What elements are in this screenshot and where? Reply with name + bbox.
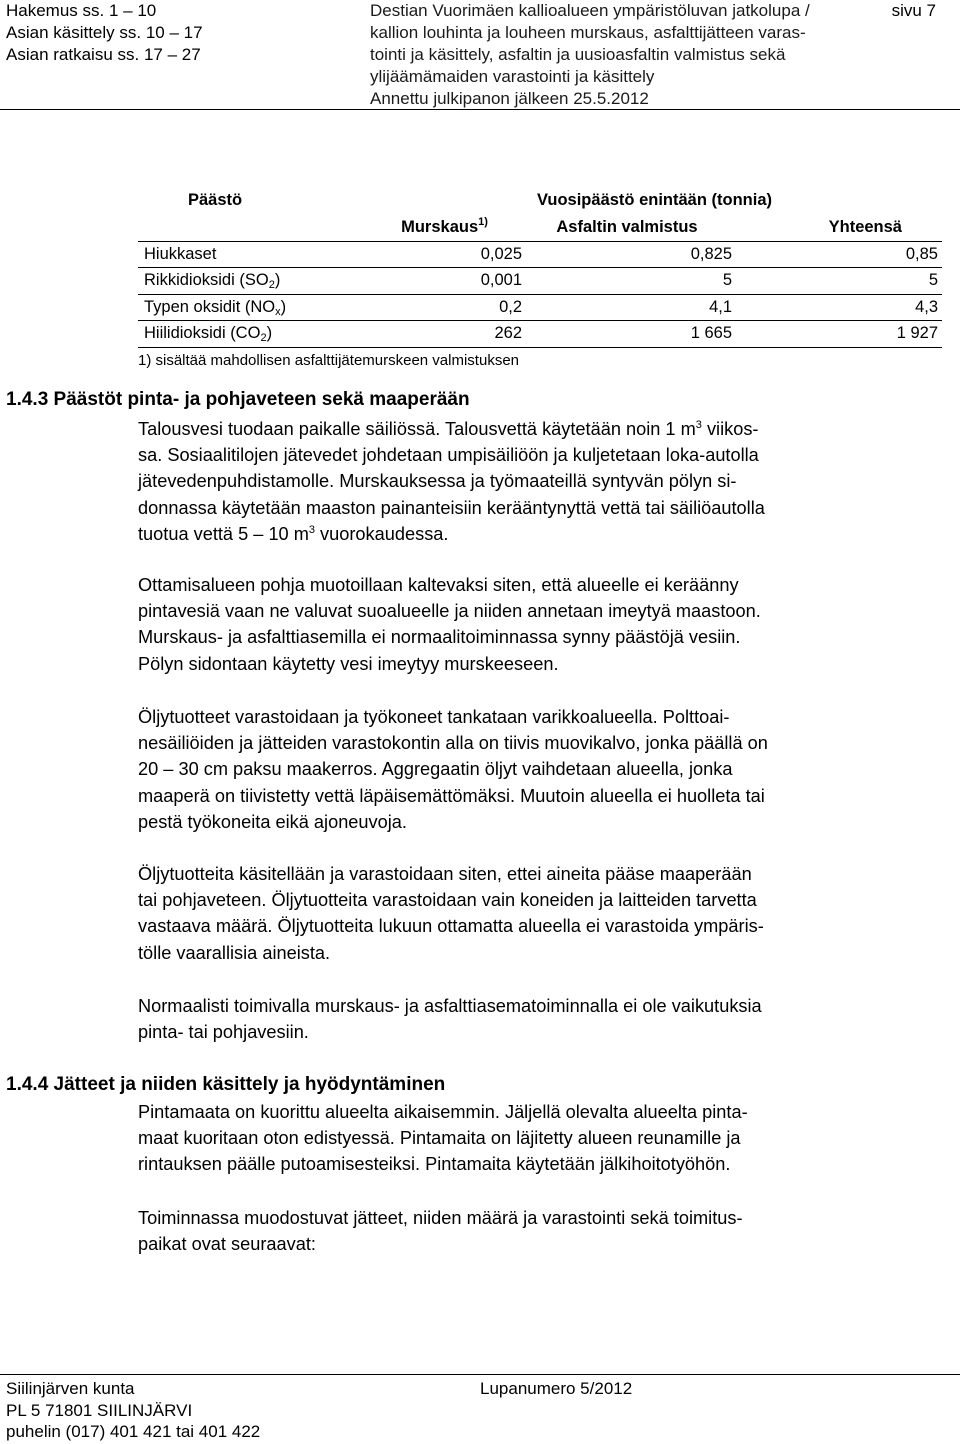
header-document-title: [370, 0, 880, 110]
footer-line: PL 5 71801 SIILINJÄRVI: [6, 1400, 193, 1420]
header-title-line: kallion louhinta ja louheen murskaus, asfalttijätteen varas-: [370, 23, 806, 42]
text-line: donnassa käytetään maaston painanteisiin kerääntynyttä vettä tai säiliöautolla: [138, 497, 765, 518]
text-line: 20 – 30 cm paksu maakerros. Aggregaatin öljyt vaihdetaan alueella, jonka: [138, 759, 733, 780]
pollutant-label-end: ): [280, 297, 287, 316]
text-line: nesäiliöiden ja jätteiden varastokontin alla on tiivis muovikalvo, jonka päällä on: [138, 733, 768, 754]
text-line: Öljytuotteet varastoidaan ja työkoneet tankataan varikkoalueella. Polttoai-: [138, 707, 730, 727]
footer-line: Siilinjärven kunta: [6, 1379, 135, 1398]
formula-subscript: x: [275, 305, 281, 318]
page-number: sivu 7: [891, 1, 936, 20]
formula-subscript: 2: [260, 332, 267, 344]
paragraph-surface-runoff: [138, 572, 938, 677]
paragraph-oil-storage: [138, 704, 938, 835]
crushing-value: 0,001: [367, 268, 522, 295]
table-row: [138, 321, 942, 348]
text-line: jätevedenpuhdistamolle. Murskauksessa ja työmaateillä syntyvän pölyn si-: [138, 471, 737, 492]
formula-subscript: 2: [268, 279, 275, 291]
table-subheader-row: [138, 215, 942, 241]
table-row: [138, 268, 942, 295]
col-group-header: Vuosipäästö enintään (tonnia): [537, 191, 772, 209]
unit-superscript: 3: [695, 419, 702, 431]
text-line: paikat ovat seuraavat:: [138, 1234, 316, 1255]
header-index-line: Asian käsittely ss. 10 – 17: [6, 23, 203, 42]
table-footnote: 1) sisältää mahdollisen asfalttijätemurskeen valmistuksen: [138, 351, 520, 369]
text-line: rintauksen päälle putoamisesteiksi. Pintamaita käytetään jälkihoitotyöhön.: [138, 1154, 731, 1175]
total-value: 1 927: [732, 321, 942, 348]
table-header-row: [138, 185, 942, 215]
text-line: maaperä on tiivistetty vettä läpäisemättömäksi. Muutoin alueella ei huolleta tai: [138, 785, 765, 806]
section-heading-1-4-3: 1.4.3 Päästöt pinta- ja pohjaveteen sekä maaperään: [6, 389, 470, 410]
header-issue-date: Annettu julkipanon jälkeen 25.5.2012: [370, 89, 649, 108]
text-line: pinta- tai pohjavesiin.: [138, 1022, 309, 1043]
text-run: Talousvesi tuodaan paikalle säiliössä. Talousvettä käytetään noin 1 m: [138, 419, 696, 439]
col-header-crushing-label: Murskaus: [401, 218, 479, 236]
section-heading-1-4-4: 1.4.4 Jätteet ja niiden käsittely ja hyödyntäminen: [6, 1074, 446, 1095]
col-header-asphalt: Asfaltin valmistus: [522, 215, 732, 241]
header-section-index: [6, 0, 203, 66]
footer-authority-address: [6, 1378, 260, 1443]
text-line: tai pohjaveteen. Öljytuotteita varastoidaan vain koneiden ja laitteiden tarvetta: [138, 890, 757, 911]
total-value: 0,85: [732, 241, 942, 268]
pollutant-name: [138, 294, 367, 321]
text-run: viikos-: [701, 419, 759, 439]
annual-emissions-table: [138, 185, 942, 373]
footer-divider: [0, 1374, 960, 1375]
col-header-total: Yhteensä: [732, 215, 942, 241]
text-line: pestä työkoneita eikä ajoneuvoja.: [138, 811, 407, 832]
asphalt-value: 5: [522, 268, 732, 295]
unit-superscript: 3: [308, 523, 315, 536]
pollutant-label-end: ): [274, 271, 281, 289]
crushing-value: 262: [367, 321, 522, 348]
text-line: pintavesiä vaan ne valuvat suoalueelle ja niiden annetaan imeytyä maastoon.: [138, 601, 761, 622]
header-index-line: Asian ratkaisu ss. 17 – 27: [6, 45, 201, 64]
text-line: Toiminnassa muodostuvat jätteet, niiden määrä ja varastointi sekä toimitus-: [138, 1208, 743, 1228]
pollutant-label: Hiilidioksidi (CO: [144, 324, 261, 342]
pollutant-label: Rikkidioksidi (SO: [144, 271, 269, 289]
text-line: sa. Sosiaalitilojen jätevedet johdetaan umpisäiliöön ja kuljetetaan loka-autolla: [138, 445, 759, 466]
pollutant-label: Typen oksidit (NO: [144, 297, 276, 316]
header-title-line: ylijäämämaiden varastointi ja käsittely: [370, 67, 655, 86]
total-value: 4,3: [732, 294, 942, 321]
col-header-crushing: [367, 215, 522, 241]
pollutant-name: [138, 321, 367, 348]
table-row: [138, 294, 942, 321]
asphalt-value: 0,825: [522, 241, 732, 268]
text-line: [138, 416, 938, 442]
text-run: vuorokaudessa.: [315, 523, 449, 544]
header-index-line: Hakemus ss. 1 – 10: [6, 1, 157, 20]
footnote-marker: 1): [478, 216, 488, 228]
text-line: vastaava määrä. Öljytuotteita lukuun ottamatta alueella ei varastoida ympäris-: [138, 916, 764, 937]
total-value: 5: [732, 268, 942, 295]
text-line: Normaalisti toimivalla murskaus- ja asfalttiasematoiminnalla ei ole vaikutuksia: [138, 996, 762, 1016]
col-header-pollutant: Päästö: [188, 191, 243, 209]
footer-permit-number: Lupanumero 5/2012: [480, 1379, 633, 1398]
text-line: Pintamaata on kuorittu alueelta aikaisemmin. Jäljellä olevalta alueelta pinta-: [138, 1102, 748, 1122]
text-run: tuotua vettä 5 – 10 m: [138, 523, 309, 544]
pollutant-label: Hiukkaset: [144, 244, 217, 263]
pollutant-name: [138, 268, 367, 295]
header-divider: [0, 109, 960, 110]
crushing-value: 0,2: [367, 294, 522, 321]
table-row: [138, 241, 942, 268]
text-line: Pölyn sidontaan käytetty vesi imeytyy murskeeseen.: [138, 653, 559, 674]
paragraph-waste-list-intro: [138, 1205, 938, 1257]
text-line: Öljytuotteita käsitellään ja varastoidaan siten, ettei aineita pääse maaperään: [138, 864, 752, 884]
header-title-line: tointi ja käsittely, asfaltin ja uusioasfaltin valmistus sekä: [370, 45, 786, 64]
header-title-line: Destian Vuorimäen kallioalueen ympäristöluvan jatkolupa /: [370, 1, 810, 20]
text-line: [138, 521, 938, 547]
col-header-blank: [138, 215, 367, 241]
text-line: Murskaus- ja asfalttiasemilla ei normaalitoiminnassa synny päästöjä vesiin.: [138, 627, 741, 648]
footer-line: puhelin (017) 401 421 tai 401 422: [6, 1422, 261, 1441]
paragraph-topsoil: [138, 1099, 938, 1178]
emissions-table-grid: [138, 185, 942, 373]
pollutant-label-end: ): [266, 324, 273, 342]
paragraph-oil-handling: [138, 861, 938, 966]
asphalt-value: 1 665: [522, 321, 732, 348]
table-footnote-row: [138, 347, 942, 373]
pollutant-name: [138, 241, 367, 268]
crushing-value: 0,025: [367, 241, 522, 268]
paragraph-water-usage: [138, 416, 938, 547]
asphalt-value: 4,1: [522, 294, 732, 321]
text-line: maat kuoritaan oton edistyessä. Pintamaita on läjitetty alueen reunamille ja: [138, 1128, 741, 1149]
paragraph-groundwater-impact: [138, 993, 938, 1045]
text-line: tölle vaarallisia aineista.: [138, 942, 331, 963]
text-line: Ottamisalueen pohja muotoillaan kaltevaksi siten, että alueelle ei keräänny: [138, 575, 739, 595]
